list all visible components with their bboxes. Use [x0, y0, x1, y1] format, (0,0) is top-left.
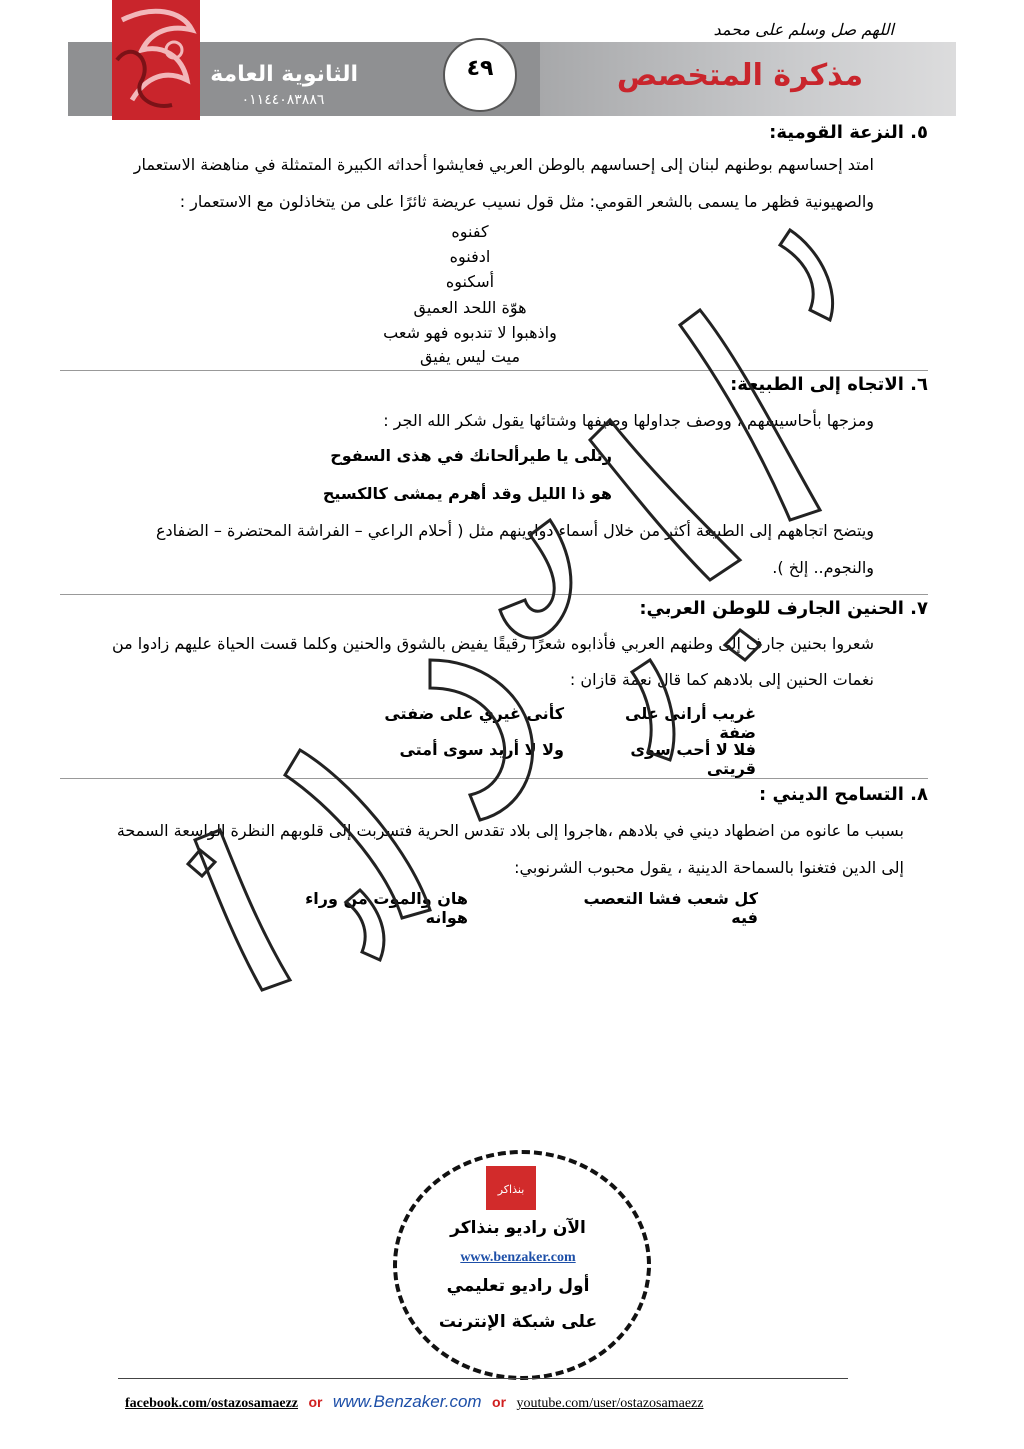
- footer-links: [125, 1392, 925, 1412]
- section-divider: [60, 778, 928, 779]
- poem-line: كفنوه: [451, 222, 489, 241]
- stamp-logo-label: بنذاكر: [497, 1183, 525, 1196]
- header-prayer: اللهم صل وسلم على محمد: [713, 20, 894, 39]
- section-heading: ٨. التسامح الديني :: [759, 784, 928, 805]
- verse-second-hemistich: كأنى غيري على ضفتى: [384, 704, 564, 723]
- paragraph-line: شعروا بحنين جارف إلى وطنهم العربي فأذابوه شعرًا رقيقًا يفيض بالشوق والحنين وكلما قست الحياة عليهم زادوا من: [111, 634, 874, 653]
- page-number: ٤٩: [466, 56, 494, 81]
- paragraph-line: إلى الدين فتغنوا بالسماحة الدينية ، يقول محبوب الشرنوبي:: [514, 858, 904, 877]
- footer-separator: or: [492, 1394, 507, 1410]
- site-link[interactable]: www.Benzaker.com: [332, 1392, 482, 1411]
- poem-line: هوّة اللحد العميق: [413, 298, 527, 317]
- poem-line: أسكنوه: [445, 272, 495, 291]
- series-label: الثانوية العامة: [210, 62, 358, 87]
- book-title: مذكرة المتخصص: [616, 58, 864, 93]
- paragraph-line: والصهيونية فظهر ما يسمى بالشعر القومي: مثل قول نسيب عريضة ثائرًا على من يتخاذلون مع الاستعمار :: [179, 192, 874, 211]
- verse-first-hemistich: كل شعب فشا التعصب فيه: [583, 889, 758, 927]
- verse-second-hemistich: هان والموت من وراء هوانه: [305, 889, 468, 927]
- stamp-text: الآن راديو بنذاكر: [450, 1218, 586, 1238]
- ornament-logo-icon: [112, 0, 200, 120]
- section-heading: ٧. الحنين الجارف للوطن العربي:: [639, 598, 928, 619]
- poem-line: واذهبوا لا تندبوه فهو شعب: [383, 323, 557, 342]
- footer-divider: [118, 1378, 848, 1379]
- verse-line: هو ذا الليل وقد أهرم يمشى كالكسيح: [322, 484, 612, 503]
- paragraph-line: نغمات الحنين إلى بلادهم كما قال نعمة قازان :: [569, 670, 874, 689]
- poem-line: ادفنوه: [449, 247, 491, 266]
- verse-first-hemistich: غريب أرانى على ضفة: [625, 704, 756, 742]
- verse-line: رتلى يا طيرألحانك في هذى السفوح: [330, 446, 612, 465]
- verse-first-hemistich: فلا لا أحب سوى قريتى: [630, 740, 756, 778]
- facebook-link[interactable]: facebook.com/ostazosamaezz: [125, 1396, 299, 1411]
- stamp-link[interactable]: www.benzaker.com: [460, 1250, 576, 1265]
- youtube-link[interactable]: youtube.com/user/ostazosamaezz: [516, 1396, 704, 1411]
- section-divider: [60, 594, 928, 595]
- stamp-text: على شبكة الإنترنت: [438, 1312, 598, 1332]
- paragraph-line: ومزجها بأحاسيسهم ، ووصف جداولها وصيفها وشتائها يقول شكر الله الجر :: [383, 411, 874, 430]
- section-heading: ٥. النزعة القومية:: [769, 122, 928, 143]
- paragraph-line: والنجوم.. إلخ ).: [772, 558, 874, 577]
- stamp-text: أول راديو تعليمي: [446, 1276, 590, 1296]
- paragraph-line: بسبب ما عانوه من اضطهاد ديني في بلادهم ،هاجروا إلى بلاد تقدس الحرية فتسربت إلى قلوبهم النظرة الواسعة السمحة: [116, 821, 904, 840]
- section-heading: ٦. الاتجاه إلى الطبيعة:: [730, 374, 928, 395]
- paragraph-line: امتد إحساسهم بوطنهم لبنان إلى إحساسهم بالوطن العربي فعايشوا أحداثه الكبيرة المتمثلة في مناهضة الاستعمار: [133, 155, 874, 174]
- verse-second-hemistich: ولا لا أريد سوى أمتى: [399, 740, 564, 759]
- section-divider: [60, 370, 928, 371]
- paragraph-line: ويتضح اتجاههم إلى الطبيعة أكثر من خلال أسماء دواوينهم مثل ( أحلام الراعي – الفراشة المحتضرة – الضفادع: [156, 521, 874, 540]
- phone-number: ٠١١٤٤٠٨٣٨٨٦: [241, 92, 325, 108]
- footer-separator: or: [308, 1394, 323, 1410]
- poem-line: ميت ليس يفيق: [419, 347, 521, 366]
